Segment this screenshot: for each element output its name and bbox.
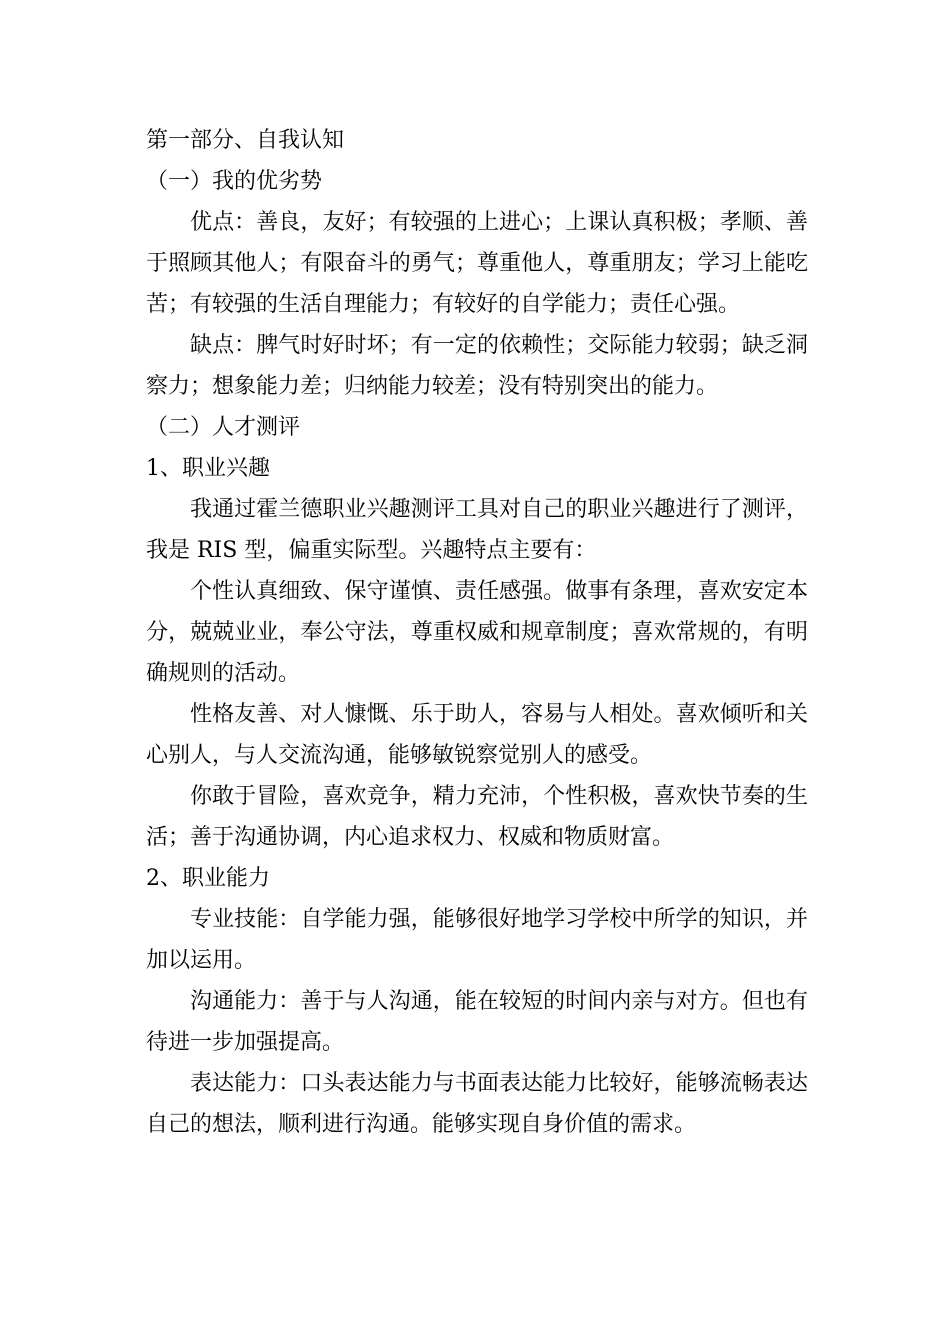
subsection-heading-career-interest: 1、职业兴趣 xyxy=(146,456,270,481)
career-interest-intro: 我通过霍兰德职业兴趣测评工具对自己的职业兴趣进行了测评，我是 RIS 型，偏重实际型。兴趣特点主要有： xyxy=(146,497,808,563)
document-page xyxy=(146,120,808,1145)
ability-professional-skills: 专业技能：自学能力强，能够很好地学习学校中所学的知识，并加以运用。 xyxy=(146,907,808,973)
career-interest-trait-3: 你敢于冒险，喜欢竞争，精力充沛，个性积极，喜欢快节奏的生活；善于沟通协调，内心追求权力、权威和物质财富。 xyxy=(146,784,808,850)
ability-expression: 表达能力：口头表达能力与书面表达能力比较好，能够流畅表达自己的想法，顺利进行沟通。能够实现自身价值的需求。 xyxy=(146,1071,808,1137)
section-heading-strengths-weaknesses: （一）我的优劣势 xyxy=(146,169,323,194)
section-heading-talent-assessment: （二）人才测评 xyxy=(146,415,301,440)
weaknesses-paragraph: 缺点：脾气时好时坏；有一定的依赖性；交际能力较弱；缺乏洞察力；想象能力差；归纳能力较差；没有特别突出的能力。 xyxy=(146,333,808,399)
subsection-heading-career-ability: 2、职业能力 xyxy=(146,866,270,891)
part-title: 第一部分、自我认知 xyxy=(146,128,345,153)
ability-communication: 沟通能力：善于与人沟通，能在较短的时间内亲与对方。但也有待进一步加强提高。 xyxy=(146,989,808,1055)
career-interest-trait-2: 性格友善、对人慷慨、乐于助人，容易与人相处。喜欢倾听和关心别人，与人交流沟通，能够敏锐察觉别人的感受。 xyxy=(146,702,808,768)
career-interest-trait-1: 个性认真细致、保守谨慎、责任感强。做事有条理，喜欢安定本分，兢兢业业，奉公守法，尊重权威和规章制度；喜欢常规的，有明确规则的活动。 xyxy=(146,579,808,686)
strengths-paragraph: 优点：善良，友好；有较强的上进心；上课认真积极；孝顺、善于照顾其他人；有限奋斗的勇气；尊重他人，尊重朋友；学习上能吃苦；有较强的生活自理能力；有较好的自学能力；责任心强。 xyxy=(146,210,808,317)
